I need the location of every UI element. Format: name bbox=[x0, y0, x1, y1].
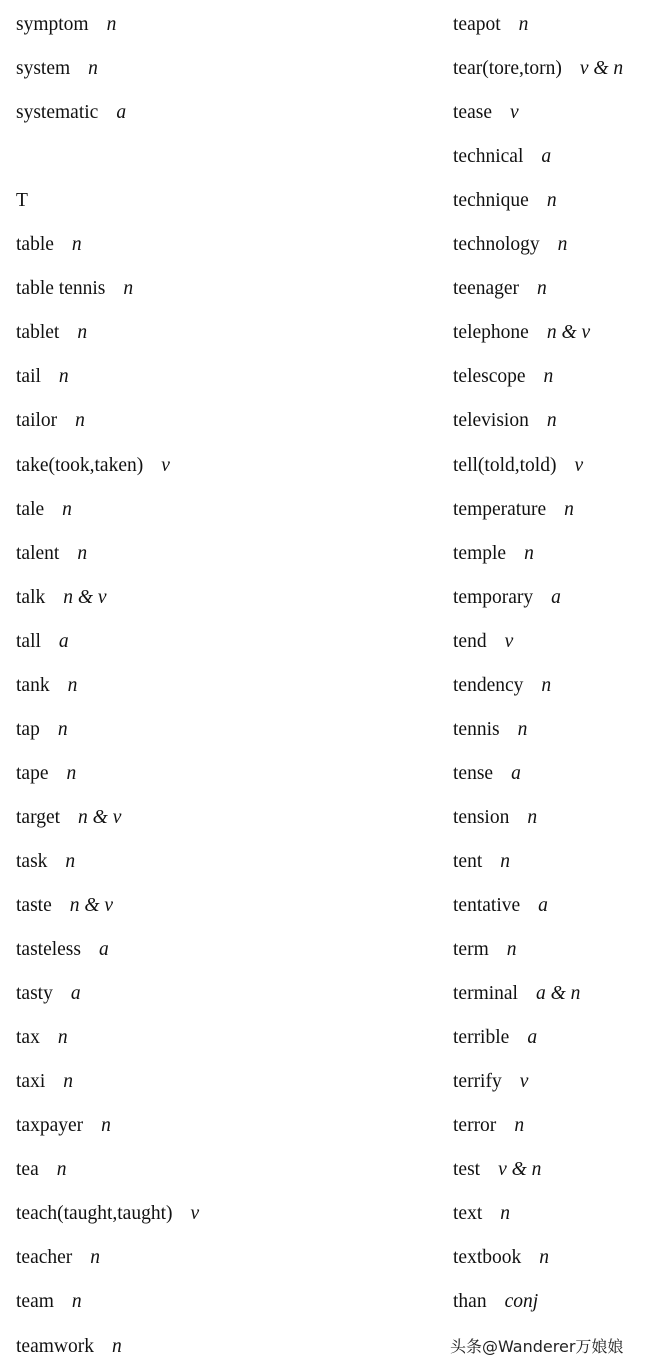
right-entry bbox=[453, 979, 580, 1009]
vocab-word: tend bbox=[453, 630, 487, 652]
vocab-word: temporary bbox=[453, 586, 534, 608]
left-entry bbox=[16, 98, 126, 128]
vocab-word: teamwork bbox=[16, 1335, 94, 1357]
left-entry bbox=[16, 627, 69, 657]
vocab-word: tablet bbox=[16, 322, 60, 344]
left-entry bbox=[16, 406, 85, 436]
left-entry bbox=[16, 10, 116, 40]
part-of-speech: n bbox=[557, 234, 568, 256]
vocab-word: text bbox=[453, 1203, 483, 1225]
left-entry bbox=[16, 142, 34, 172]
vocab-word: taxi bbox=[16, 1071, 46, 1093]
vocab-word: television bbox=[453, 410, 529, 432]
vocab-word: test bbox=[453, 1159, 481, 1181]
part-of-speech: n bbox=[58, 366, 69, 388]
vocab-word: tail bbox=[16, 366, 41, 388]
right-entry bbox=[453, 1023, 537, 1053]
part-of-speech: n bbox=[514, 1115, 525, 1137]
part-of-speech: n bbox=[506, 939, 517, 961]
left-entry bbox=[16, 671, 77, 701]
part-of-speech: n bbox=[63, 1071, 73, 1093]
part-of-speech: n bbox=[546, 190, 557, 212]
vocab-word: system bbox=[16, 58, 71, 80]
vocab-word: terminal bbox=[453, 983, 518, 1005]
part-of-speech: n bbox=[106, 14, 117, 35]
part-of-speech: a bbox=[58, 630, 69, 652]
part-of-speech: n bbox=[524, 542, 534, 564]
vocab-word: telescope bbox=[453, 366, 526, 388]
part-of-speech: a bbox=[527, 1027, 538, 1049]
left-entry bbox=[16, 891, 113, 921]
vocab-word: systematic bbox=[16, 102, 99, 124]
part-of-speech: n bbox=[77, 322, 88, 344]
right-entry bbox=[453, 230, 567, 260]
left-entry bbox=[16, 935, 109, 965]
left-entry bbox=[16, 1243, 100, 1273]
vocab-word: table bbox=[16, 234, 54, 256]
part-of-speech: n bbox=[62, 498, 72, 520]
part-of-speech: n bbox=[77, 542, 88, 564]
part-of-speech: n bbox=[71, 234, 82, 256]
right-entry bbox=[453, 715, 527, 745]
vocab-word: task bbox=[16, 850, 48, 872]
part-of-speech: n bbox=[90, 1247, 101, 1269]
left-entry bbox=[16, 583, 107, 613]
part-of-speech: n bbox=[517, 718, 528, 740]
right-entry bbox=[453, 935, 516, 965]
part-of-speech: a bbox=[538, 895, 548, 916]
right-entry bbox=[453, 186, 557, 216]
part-of-speech: n bbox=[518, 14, 529, 35]
vocab-word: tennis bbox=[453, 718, 500, 740]
right-entry bbox=[453, 406, 557, 436]
part-of-speech: n & v bbox=[78, 806, 122, 828]
vocab-word: tendency bbox=[453, 674, 524, 696]
vocab-word: tailor bbox=[16, 410, 58, 432]
part-of-speech: conj bbox=[504, 1291, 539, 1313]
part-of-speech: n & v bbox=[69, 895, 114, 916]
vocab-word: T bbox=[16, 190, 28, 212]
vocab-word: tap bbox=[16, 718, 40, 740]
right-entry bbox=[453, 759, 521, 789]
left-entry bbox=[16, 186, 46, 216]
vocab-word: tax bbox=[16, 1027, 40, 1049]
right-entry bbox=[453, 142, 551, 172]
right-entry bbox=[453, 318, 590, 348]
vocab-word: target bbox=[16, 806, 61, 828]
vocab-word: taxpayer bbox=[16, 1115, 84, 1137]
vocab-word: terrify bbox=[453, 1071, 502, 1093]
part-of-speech: n bbox=[564, 498, 574, 520]
part-of-speech: a bbox=[541, 146, 552, 168]
part-of-speech: v bbox=[509, 102, 519, 124]
vocab-word: teapot bbox=[453, 14, 501, 35]
part-of-speech: v bbox=[519, 1071, 529, 1093]
vocab-word: telephone bbox=[453, 322, 529, 344]
right-entry bbox=[453, 803, 537, 833]
right-entry bbox=[453, 583, 561, 613]
part-of-speech: n bbox=[500, 850, 510, 872]
vocab-word: teach(taught,taught) bbox=[16, 1203, 173, 1225]
vocab-word: teenager bbox=[453, 278, 520, 300]
vocab-word: tent bbox=[453, 850, 483, 872]
part-of-speech: n bbox=[56, 1159, 67, 1181]
part-of-speech: n bbox=[537, 278, 547, 300]
vocab-word: term bbox=[453, 939, 489, 961]
right-entry bbox=[453, 98, 519, 128]
part-of-speech: n bbox=[66, 762, 77, 784]
vocab-word: technique bbox=[453, 190, 529, 212]
right-entry bbox=[453, 495, 574, 525]
vocab-word: talk bbox=[16, 586, 46, 608]
vocab-word: tear(tore,torn) bbox=[453, 58, 562, 80]
part-of-speech: v bbox=[161, 454, 170, 476]
vocab-word: tentative bbox=[453, 895, 521, 916]
left-entry bbox=[16, 1199, 199, 1229]
part-of-speech: n bbox=[57, 1027, 68, 1049]
part-of-speech: a bbox=[511, 762, 521, 784]
part-of-speech: n bbox=[65, 850, 76, 872]
left-entry bbox=[16, 1067, 73, 1097]
vocab-word: tense bbox=[453, 762, 494, 784]
vocab-word: teacher bbox=[16, 1247, 73, 1269]
part-of-speech: n bbox=[75, 410, 85, 432]
vocab-word: talent bbox=[16, 542, 60, 564]
part-of-speech: n bbox=[101, 1115, 111, 1137]
right-entry bbox=[453, 54, 623, 84]
part-of-speech: n bbox=[527, 806, 538, 828]
left-entry bbox=[16, 759, 76, 789]
left-entry bbox=[16, 274, 133, 304]
left-entry bbox=[16, 1332, 122, 1362]
part-of-speech: a & n bbox=[535, 983, 581, 1005]
vocab-word: tale bbox=[16, 498, 45, 520]
part-of-speech: v bbox=[190, 1203, 200, 1225]
left-entry bbox=[16, 1023, 68, 1053]
right-entry bbox=[453, 847, 510, 877]
right-entry bbox=[453, 1287, 538, 1317]
part-of-speech: n & v bbox=[63, 586, 107, 608]
part-of-speech: n bbox=[57, 718, 68, 740]
left-entry bbox=[16, 847, 75, 877]
part-of-speech: n & v bbox=[546, 322, 591, 344]
vocab-word: take(took,taken) bbox=[16, 454, 144, 476]
part-of-speech: a bbox=[70, 983, 81, 1005]
right-entry bbox=[453, 1111, 524, 1141]
vocab-word: tank bbox=[16, 674, 50, 696]
part-of-speech: n bbox=[539, 1247, 549, 1269]
vocab-word: technical bbox=[453, 146, 524, 168]
part-of-speech: n bbox=[500, 1203, 510, 1225]
left-entry bbox=[16, 230, 82, 260]
vocab-word: terror bbox=[453, 1115, 497, 1137]
right-entry bbox=[453, 891, 548, 921]
vocab-word: tea bbox=[16, 1159, 39, 1181]
vocab-word: textbook bbox=[453, 1247, 522, 1269]
vocab-word: technology bbox=[453, 234, 540, 256]
vocab-word: than bbox=[453, 1291, 487, 1313]
part-of-speech: v & n bbox=[579, 58, 624, 80]
left-entry bbox=[16, 803, 121, 833]
part-of-speech: n bbox=[541, 674, 552, 696]
part-of-speech: v bbox=[504, 630, 514, 652]
vocab-word: tasty bbox=[16, 983, 53, 1005]
left-entry bbox=[16, 979, 81, 1009]
vocab-word: table tennis bbox=[16, 278, 106, 300]
vocab-word: tension bbox=[453, 806, 510, 828]
part-of-speech: a bbox=[116, 102, 127, 124]
vocab-word: tease bbox=[453, 102, 492, 124]
vocab-word: team bbox=[16, 1291, 54, 1313]
left-entry bbox=[16, 54, 98, 84]
part-of-speech: a bbox=[551, 586, 561, 608]
vocab-word: temperature bbox=[453, 498, 547, 520]
left-entry bbox=[16, 1111, 111, 1141]
part-of-speech: n bbox=[88, 58, 98, 80]
right-entry bbox=[453, 539, 534, 569]
right-entry bbox=[453, 10, 528, 40]
right-entry bbox=[453, 1243, 549, 1273]
right-entry bbox=[453, 671, 551, 701]
vocab-word: temple bbox=[453, 542, 507, 564]
left-entry bbox=[16, 1155, 66, 1185]
left-entry bbox=[16, 715, 68, 745]
vocab-word: tall bbox=[16, 630, 41, 652]
left-entry bbox=[16, 1287, 82, 1317]
vocab-word: taste bbox=[16, 895, 52, 916]
right-entry bbox=[453, 274, 547, 304]
left-entry bbox=[16, 318, 87, 348]
right-entry bbox=[453, 451, 583, 481]
part-of-speech: v & n bbox=[498, 1159, 542, 1181]
part-of-speech: n bbox=[546, 410, 557, 432]
part-of-speech: n bbox=[67, 674, 78, 696]
vocab-word: terrible bbox=[453, 1027, 510, 1049]
right-entry bbox=[453, 627, 513, 657]
vocab-word: tasteless bbox=[16, 939, 81, 961]
part-of-speech: n bbox=[543, 366, 554, 388]
vocab-word: tape bbox=[16, 762, 49, 784]
right-entry bbox=[453, 1067, 528, 1097]
part-of-speech: a bbox=[98, 939, 109, 961]
part-of-speech: n bbox=[71, 1291, 82, 1313]
part-of-speech: n bbox=[123, 278, 134, 300]
part-of-speech: n bbox=[111, 1335, 122, 1357]
left-entry bbox=[16, 451, 170, 481]
left-entry bbox=[16, 539, 87, 569]
vocab-word: symptom bbox=[16, 14, 89, 35]
left-entry bbox=[16, 362, 69, 392]
left-entry bbox=[16, 495, 72, 525]
vocab-word: tell(told,told) bbox=[453, 454, 557, 476]
right-entry bbox=[453, 362, 553, 392]
right-entry bbox=[453, 1155, 541, 1185]
watermark-text: 头条@Wanderer万娘娘 bbox=[448, 1333, 625, 1361]
right-entry bbox=[453, 1199, 510, 1229]
part-of-speech: v bbox=[574, 454, 584, 476]
